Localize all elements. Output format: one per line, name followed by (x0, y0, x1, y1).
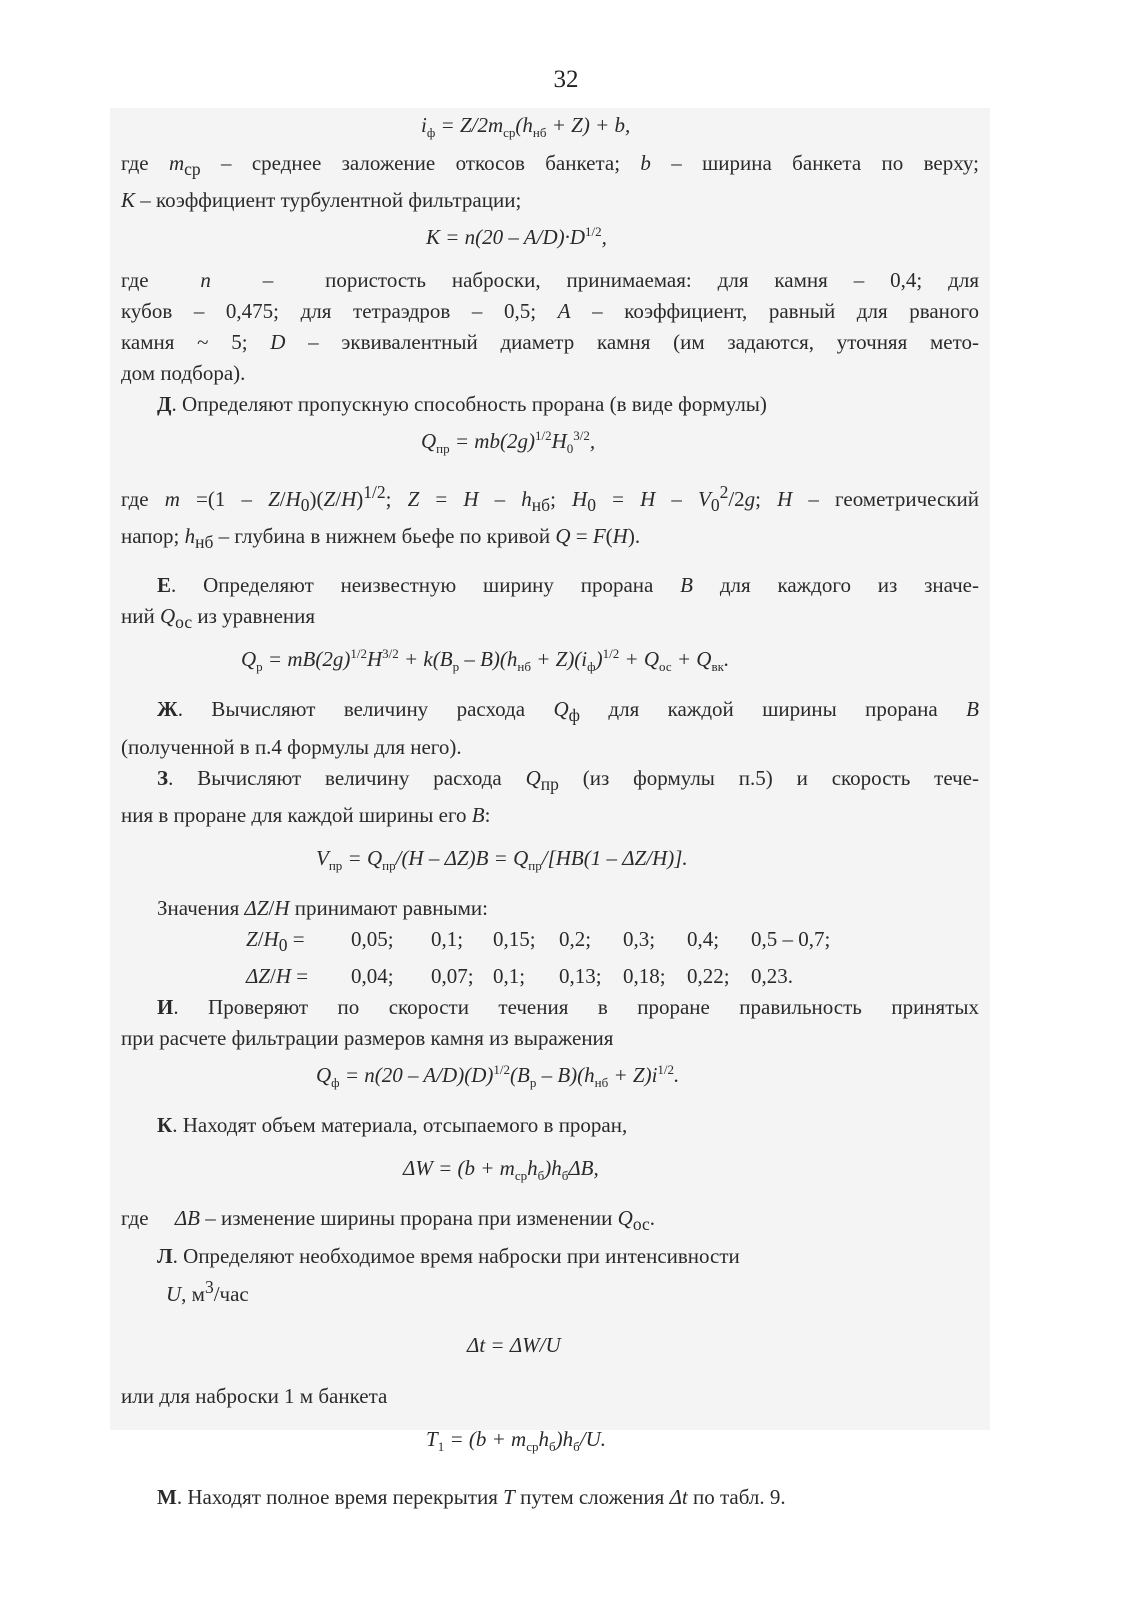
formula-v-pr: $V_{пр} = Q_{пр}/(H - \Delta Z)B = Q_{пр}/[HB(1 - \Delta Z/H)]$. (316, 845, 688, 873)
formula-q-phi: $Q_ф = n(20 - A/D)(D)^{1/2}(B_р - B)(h_{нб} + Z)i^{1/2}$. (316, 1062, 680, 1091)
paragraph-line: при расчете фильтрации размеров камня из выражения (121, 1026, 614, 1051)
page-number: 32 (553, 66, 579, 93)
formula-k: $K = n(20 - A/D)\cdot D^{1/2}$, (426, 224, 607, 250)
section-e-heading: Е. Определяют неизвестную ширину прорана B для каждого из значе- (157, 572, 979, 597)
formula-q-p: $Q_р = mB(2g)^{1/2}H^{3/2} + k(B_р - B)(h_{нб} + Z)(i_ф)^{1/2} + Q_{ос} + Q_{вк}$. (241, 646, 730, 675)
paragraph-line: дом подбора). (121, 361, 246, 386)
paragraph-line: ния в проране для каждой ширины его B: (121, 802, 491, 827)
paragraph-line: кубов – 0,475; для тетраэдров – 0,5; A – коэффициент, равный для рваного (121, 299, 980, 324)
paragraph-line: камня ~ 5; D – эквивалентный диаметр камня (им задаются, уточняя мето- (121, 330, 979, 355)
section-l-heading: Л. Определяют необходимое время наброски при интенсивности (157, 1243, 740, 1268)
paragraph-line: где $m_{ср}$ – среднее заложение откосов банкета; b – ширина банкета по верху; (121, 151, 979, 180)
section-k-heading: К. Находят объем материала, отсыпаемого в проран, (157, 1113, 628, 1138)
values-row-dz-h: ΔZ/H = 0,04; 0,07; 0,1; 0,13; 0,18; 0,22; 0,23. (246, 964, 793, 989)
section-d-heading: Д. Определяют пропускную способность прорана (в виде формулы) (157, 392, 767, 417)
values-intro: Значения ΔZ/H принимают равными: (157, 895, 489, 920)
paragraph-line: где $m =(1 - Z/H_0)(Z/H)^{1/2}$; $Z = H - h_{нб}$; $H_0 = H - V_0^2/2g$; H – геометрический (121, 481, 979, 515)
formula-delta-w: $\Delta W = (b + m_{ср}h_б)h_б\Delta B$, (403, 1156, 599, 1184)
paragraph-line: где n – пористость наброски, принимаемая: для камня – 0,4; для (121, 268, 979, 293)
paragraph-line: или для наброски 1 м банкета (121, 1383, 388, 1408)
paragraph-line: (полученной в п.4 формулы для него). (121, 734, 462, 759)
formula-t1: $T_1 = (b + m_{ср}h_б)h_б/U$. (426, 1426, 606, 1454)
page-content (121, 110, 979, 1513)
paragraph-line: K – коэффициент турбулентной фильтрации; (121, 188, 522, 213)
section-i-heading: И. Проверяют по скорости течения в проране правильность принятых (157, 995, 979, 1020)
formula-i-phi: $i_ф = Z/2m_{ср}(h_{нб} + Z) + b$, (421, 113, 631, 141)
paragraph-line: где ΔB – изменение ширины прорана при изменении $Q_{ос}$. (121, 1206, 656, 1235)
paragraph-line: U, $м^3$/час (166, 1276, 249, 1306)
formula-delta-t: Δt = ΔW/U (467, 1332, 561, 1357)
section-z-heading: З. Вычисляют величину расхода $Q_{пр}$ (из формулы п.5) и скорость тече- (157, 765, 979, 794)
paragraph-line: ний $Q_{ос}$ из уравнения (121, 603, 316, 633)
paragraph-line: напор; $h_{нб}$ – глубина в нижнем бьефе по кривой Q = F(H). (121, 523, 641, 552)
values-row-z-h0: $Z/H_0 = 0,05$; 0,1; 0,15; 0,2; 0,3; 0,4; 0,5 – 0,7; (246, 926, 831, 956)
section-zh-heading: Ж. Вычисляют величину расхода $Q_ф$ для каждой ширины прорана B (157, 697, 979, 726)
formula-q-pr: $Q_{пр} = mb(2g)^{1/2}H_0^{3/2}$, (421, 428, 596, 457)
section-m-heading: М. Находят полное время перекрытия T путем сложения Δt по табл. 9. (157, 1484, 786, 1509)
